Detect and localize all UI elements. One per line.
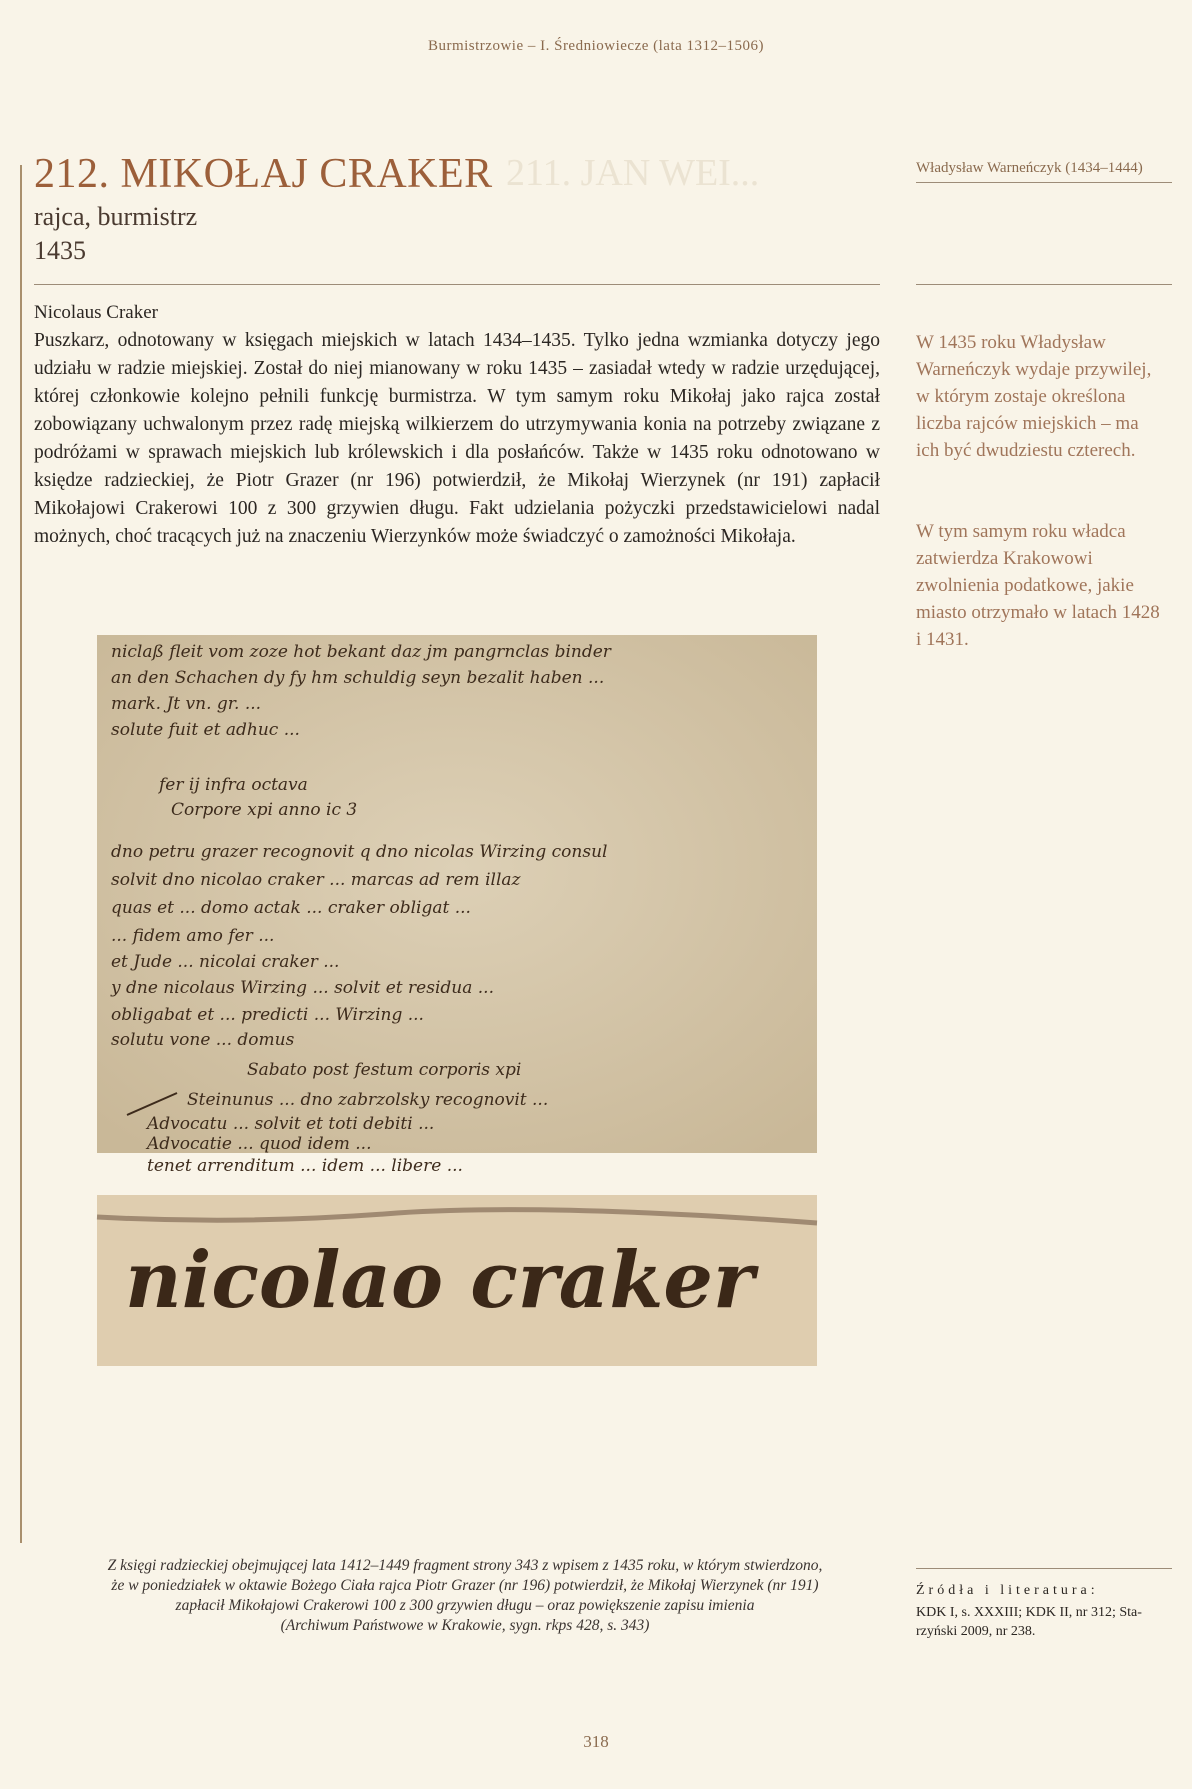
manuscript-line: Steinunus ... dno zabrzolsky recognovit ... xyxy=(187,1090,549,1110)
sources-rule xyxy=(916,1568,1172,1569)
manuscript-line: an den Schachen dy fy hm schuldig seyn bezalit haben ... xyxy=(111,668,605,688)
sidebar-note-tax: W tym samym roku władca zatwierdza Krakowowi zwolnienia podatkowe, jakie miasto otrzymało w latach 1428 i 1431. xyxy=(916,521,1160,650)
sidebar-top-rule xyxy=(916,182,1172,183)
entry-title: 212. MIKOŁAJ CRAKER xyxy=(34,151,493,197)
sidebar-reign: Władysław Warneńczyk (1434–1444) xyxy=(916,160,1143,176)
manuscript-line: obligabat et ... predicti ... Wirzing ... xyxy=(111,1005,424,1025)
manuscript-line: solute fuit et adhuc ... xyxy=(111,720,300,740)
image-caption xyxy=(60,1556,870,1636)
manuscript-line: et Jude ... nicolai craker ... xyxy=(111,952,340,972)
caption-line: że w poniedziałek w oktawie Bożego Ciała rajca Piotr Grazer (nr 196) potwierdził, że Mikołaj Wierzynek (nr 191) xyxy=(111,1577,819,1594)
latin-name: Nicolaus Craker xyxy=(34,302,158,323)
manuscript-handwriting xyxy=(97,635,817,1176)
manuscript-line: fer ij infra octava xyxy=(159,775,308,795)
entry-role: rajca, burmistrz xyxy=(34,202,198,231)
manuscript-line: ... fidem amo fer ... xyxy=(111,926,275,946)
sidebar-note-privilege: W 1435 roku Władysław Warneńczyk wydaje przywilej, w którym zostaje określona liczba rajców miejskich – ma ich być dwudziestu czterech. xyxy=(916,332,1152,461)
caption-line: Z księgi radzieckiej obejmującej lata 1412–1449 fragment strony 343 z wpisem z 1435 roku, w którym stwierdzono, xyxy=(107,1557,823,1574)
running-header: Burmistrzowie – I. Średniowiecze (lata 1312–1506) xyxy=(427,38,765,54)
manuscript-line: dno petru grazer recognovit q dno nicolas Wirzing consul xyxy=(111,842,608,862)
title-divider xyxy=(34,284,880,285)
manuscript-line: Corpore xpi anno ic 3 xyxy=(171,800,358,820)
manuscript-line: niclaß fleit vom zoze hot bekant daz jm pangrnclas binder xyxy=(111,642,611,662)
left-margin-rule xyxy=(20,165,22,1543)
manuscript-enlargement xyxy=(97,1195,817,1366)
manuscript-line: solutu vone ... domus xyxy=(111,1030,295,1050)
page-number: 318 xyxy=(583,1732,609,1751)
sidebar-divider xyxy=(916,284,1172,285)
manuscript-line: tenet arrenditum ... idem ... libere ... xyxy=(147,1156,463,1176)
manuscript-line: Advocatie ... quod idem ... xyxy=(147,1134,372,1154)
manuscript-line: Sabato post festum corporis xpi xyxy=(247,1060,522,1080)
caption-archive: (Archiwum Państwowe w Krakowie, sygn. rkps 428, s. 343) xyxy=(280,1617,650,1634)
entry-years: 1435 xyxy=(34,236,86,265)
biography-text: Puszkarz, odnotowany w księgach miejskich w latach 1434–1435. Tylko jedna wzmianka dotyczy jego udziału w radzie miejskiej. Został do niej mianowany w roku 1435 – zasiadał wtedy w radzie urzędującej, której członkowie kolejno pełnili funkcję burmistrza. W tym samym roku Mikołaj jako rajca został zobowiązany uchwalonym przez radę miejską wilkierzem do utrzymywania konia na potrzeby związane z podróżami w sprawach miejskich lub królewskich i dla posłańców. Także w 1435 roku odnotowano w księdze radzieckiej, że Piotr Grazer (nr 196) potwierdził, że Mikołaj Wierzynek (nr 191) zapłacił Mikołajowi Crakerowi 100 z 300 grzywien długu. Fakt udzielania pożyczki przedstawicielowi nadal możnych, choć tracących już na znaczeniu Wierzynków może świadczyć o zamożności Mikołaja. xyxy=(34,330,880,547)
sources-line: rzyński 2009, nr 238. xyxy=(916,1624,1036,1639)
sources-text xyxy=(916,1603,1178,1641)
manuscript-image xyxy=(97,635,817,1176)
sources-line: KDK I, s. XXXIII; KDK II, nr 312; Sta- xyxy=(916,1605,1142,1620)
manuscript-line: Advocatu ... solvit et toti debiti ... xyxy=(147,1114,435,1134)
entry-subtitle xyxy=(34,200,197,268)
caption-line: zapłacił Mikołajowi Crakerowi 100 z 300 grzywien długu – oraz powiększenie zapisu imienia xyxy=(175,1597,755,1614)
bleed-through-text: 211. JAN WEI... xyxy=(506,152,760,194)
manuscript-line: mark. Jt vn. gr. ... xyxy=(111,694,262,714)
enlarged-name-text: nicolao craker xyxy=(125,1235,755,1326)
sources-label: Źródła i literatura: xyxy=(916,1583,1099,1598)
enlarged-name-writing xyxy=(97,1195,817,1366)
manuscript-line: y dne nicolaus Wirzing ... solvit et residua ... xyxy=(111,978,494,998)
manuscript-line: solvit dno nicolao craker ... marcas ad rem illaz xyxy=(111,870,521,890)
manuscript-line: quas et ... domo actak ... craker obligat ... xyxy=(111,898,471,918)
